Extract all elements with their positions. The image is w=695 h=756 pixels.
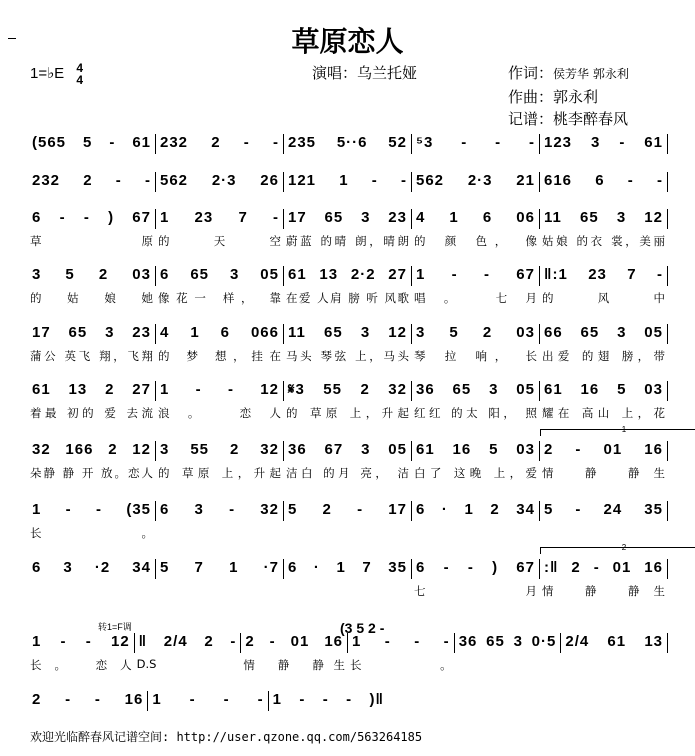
measure-lyrics: 耀在 高山 上，花 [542,406,665,420]
measure [540,543,668,598]
measure [412,441,540,480]
measure-notes: (565 5 - 61 [32,134,151,151]
measure [156,324,284,363]
volta-bracket: 1 [540,429,695,436]
measure-lyrics: 长。 [350,658,452,672]
measure [28,501,156,540]
lyricist [508,62,629,83]
measure [412,134,540,154]
measure-notes: 61 13 2·2 27 [288,266,407,283]
measure [284,172,412,192]
measure [28,633,135,672]
measure [412,381,540,420]
measure-notes: 61 13 2 27 [32,381,151,398]
measure-notes: 61 16 5 03 [544,381,663,398]
measure-lyrics: 在爱 人肩 膀 听 风歌 [286,291,409,305]
measure-lyrics: 草原 [30,234,153,248]
score-row [28,501,668,540]
measure [28,266,156,305]
measure-lyrics: 的 姑 娘 她 [30,291,153,305]
measure [269,691,388,711]
score-row [28,691,388,711]
measure-notes: 232 2 - - [32,172,151,189]
measure-notes: 4 1 6 066 [160,324,279,341]
measure [540,381,668,420]
measure-notes: 36 67 3 05 [288,441,407,458]
measure [156,559,284,579]
measure-lyrics: 蔚蓝 的晴 朗，晴朗 [286,234,409,248]
measure-lyrics: 的 草原 上，升起 [158,466,281,480]
measure [148,691,268,711]
measure-lyrics: 蒲公 英飞 翔，飞翔 [30,349,153,363]
measure [540,501,668,521]
measure [540,266,668,305]
measure-lyrics: 情 静 静生 [542,584,665,598]
measure-lyrics: 姑娘 的衣 裳，美丽 [542,234,665,248]
measure [156,172,284,192]
measure-notes: 1 - - - [152,691,264,708]
score-row [28,172,668,192]
measure-notes: 36 65 3 0·5 [458,633,557,650]
composer: 作曲：郭永利 [508,88,599,106]
measure-notes: 6 3 ·2 34 [32,559,151,576]
measure-notes: 1 - - 67 [416,266,535,283]
measure [284,266,412,305]
measure-notes: 3 5 2 03 [32,266,151,283]
volta-bracket: 2 [540,547,695,554]
measure-lyrics: 唱。 七月 [414,291,537,305]
score-row [28,633,668,672]
measure [412,559,540,598]
time-sig-bottom: 4 [76,73,84,87]
measure-lyrics: 情 静 静生 [542,466,665,480]
measure [135,633,242,671]
measure [455,633,562,653]
measure [28,209,156,248]
measure [156,134,284,154]
measure [284,381,412,420]
measure-lyrics: 七月 [414,584,537,598]
measure-notes: 6 · 1 7 35 [288,559,407,576]
measure-notes: 36 65 3 05 [416,381,535,398]
measure-lyrics: 的 天 空 [158,234,281,248]
lyricist-names: 侯芳华 郭永利 [553,67,629,81]
measure [28,324,156,363]
measure [241,633,348,672]
measure-lyrics: 着最 初的 爱 去流 [30,406,153,420]
measure [284,134,412,154]
time-signature [76,62,83,86]
measure [156,501,284,521]
measure-lyrics: 情 静 静生 [243,658,346,672]
measure-notes: 𝄋3 55 2 32 [288,381,407,398]
measure-notes: 17 65 3 23 [32,324,151,341]
measure-notes: 235 5··6 52 [288,134,407,151]
measure [284,209,412,248]
measure-notes: 3 55 2 32 [160,441,279,458]
key-signature [30,62,83,86]
measure-notes: 5 - 24 35 [544,501,663,518]
measure-notes: 6 - - ) 67 [416,559,535,576]
measure-notes: 6 3 - 32 [160,501,279,518]
score-row [28,266,668,305]
measure-notes: 2/4 61 13 [565,633,664,650]
measure-notes: 562 2·3 26 [160,172,279,189]
measure-notes: 123 3 - 61 [544,134,663,151]
measure [284,559,412,579]
measure-lyrics: 的 草原 上，升起 [286,406,409,420]
measure-lyrics: 出爱 的翅 膀，带 [542,349,665,363]
singer: 演唱：乌兰托娅 [312,64,418,82]
measure [561,633,668,653]
measure [412,172,540,192]
score-row [28,425,668,480]
measure-notes: 562 2·3 21 [416,172,535,189]
measure-lyrics: 朵静 静 开 放。恋人 [30,466,153,480]
measure [156,381,284,420]
measure [540,134,668,154]
measure [412,266,540,305]
modulation-note: 转1=F调 [98,622,132,632]
measure [540,324,668,363]
measure [28,134,156,154]
measure-notes: 1 - - 12 [160,381,279,398]
score-row [28,134,668,154]
measure-notes: 66 65 3 05 [544,324,663,341]
measure [284,441,412,480]
measure-notes: 1 - - - )‖ [272,691,384,708]
measure [540,172,668,192]
measure [28,381,156,420]
measure-notes: 1 23 7 - [160,209,279,226]
measure-lyrics: 的 梦 想，挂在 [158,349,281,363]
score-row [28,324,668,363]
transcriber: 记谱：桃李醉春风 [508,110,629,128]
song-title: 草原恋人 [291,25,404,58]
measure-notes: 6 - - ) 67 [32,209,151,226]
measure-notes: 11 65 3 12 [544,209,663,226]
measure-notes: 6 · 1 2 34 [416,501,535,518]
measure [412,501,540,521]
score-row [28,209,668,248]
score-row [28,381,668,420]
measure-notes: 2 - - 16 [32,691,144,708]
footer-text: 欢迎光临醉春风记谱空间: http://user.qzone.qq.com/563264185 [30,730,423,744]
measure-notes: ⁵3 - - - [416,134,535,151]
measure-notes: 2 - 01 16 [544,441,663,458]
measure [348,633,455,672]
measure-notes: ‖ 2/4 2 - [138,633,237,650]
measure-lyrics: 洁白 的月 亮， 洁 [286,466,409,480]
measure [28,559,156,579]
measure [28,441,156,480]
measure-notes: :‖ 2 - 01 16 [544,559,663,576]
measure-notes: 232 2 - - [160,134,279,151]
measure-notes: 1 - - - [352,633,450,650]
measure-lyrics: 的 颜 色， 像 [414,234,537,248]
measure-notes: 5 7 1 ·7 [160,559,279,576]
measure-notes: 2 - 01 16 [245,633,344,650]
measure-lyrics: 像花一 样， 靠 [158,291,281,305]
measure [156,441,284,480]
measure-notes: 1 - - 12 [32,633,130,650]
measure-notes: 5 2 - 17 [288,501,407,518]
measure-lyrics: 浪。 恋人 [158,406,281,420]
measure-notes: 61 16 5 03 [416,441,535,458]
measure-lyrics: 长。 [30,526,153,540]
measure-notes: 32 166 2 12 [32,441,151,458]
score-row [28,543,668,598]
measure-notes: 616 6 - - [544,172,663,189]
measure-lyrics: 琴 拉 响， 长 [414,349,537,363]
measure [284,501,412,521]
time-sig-top: 4 [76,61,84,75]
measure-notes: 17 65 3 23 [288,209,407,226]
measure-notes: 1 - - (35 [32,501,151,518]
measure [540,209,668,248]
measure-lyrics: 长。 恋人 [30,658,132,672]
measure [28,691,148,711]
measure [284,324,412,363]
measure-lyrics: 马头 琴弦 上，马头 [286,349,409,363]
measure [156,209,284,248]
measure-notes: 121 1 - - [288,172,407,189]
measure [540,425,668,480]
measure [412,209,540,248]
measure-lyrics: D.S [136,657,157,671]
measure-notes: 6 65 3 05 [160,266,279,283]
measure-notes: 3 5 2 03 [416,324,535,341]
measure-notes: ‖:1 23 7 - [544,266,663,283]
measure-lyrics: 红红 的太 阳， 照 [414,406,537,420]
measure-notes: 4 1 6 06 [416,209,535,226]
measure-notes: 11 65 3 12 [288,324,407,341]
intro-cue: (3 5 2 - [340,620,385,636]
measure-lyrics: 的 风 中 [542,291,665,305]
measure [412,324,540,363]
measure [28,172,156,192]
measure [156,266,284,305]
key-label: 1=♭E [30,64,65,82]
measure-lyrics: 白了 这晚 上，爱 [414,466,537,480]
lyricist-label: 作词： [508,64,554,82]
